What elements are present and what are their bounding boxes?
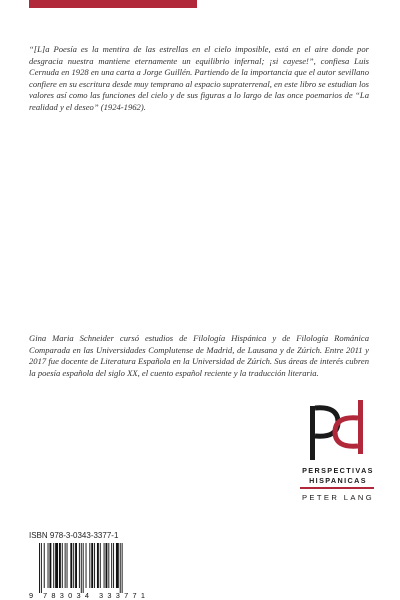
barcode-bar [108, 543, 109, 588]
barcode-bar [89, 543, 90, 588]
barcode-bar [111, 543, 112, 588]
barcode-bar [81, 543, 82, 593]
isbn-label: ISBN 978-3-0343-3377-1 [29, 531, 119, 540]
barcode-bar [55, 543, 58, 588]
barcode-first-digit: 9 [29, 591, 34, 599]
barcode-bar [104, 543, 105, 588]
barcode-bar [48, 543, 49, 588]
perspectivas-hispanicas-mark-icon [302, 400, 374, 460]
isbn-barcode [29, 543, 157, 599]
barcode-bar [53, 543, 54, 588]
logo-divider [300, 487, 374, 489]
barcode-bar [120, 543, 121, 593]
barcode-bar [67, 543, 68, 588]
barcode-bar [59, 543, 61, 588]
series-name-line1: PERSPECTIVAS [302, 466, 374, 475]
barcode-left-digits: 783034 [43, 591, 89, 599]
top-accent-bar [29, 0, 197, 8]
barcode-bar [122, 543, 123, 593]
barcode-bar [75, 543, 77, 588]
barcode-bar [65, 543, 66, 588]
publisher-name: PETER LANG [301, 493, 375, 502]
barcode-bar [41, 543, 42, 593]
series-logo [296, 400, 380, 512]
author-biography: Gina Maria Schneider cursó estudios de Filología Hispánica y de Filología Románica Comparada en las Universidades Complutense de Madrid, de Lausana y de Zúrich. Entre 2011 y 2017 fue docente de Literatura Española en la Universidad de Zúrich. Sus áreas de interés cubren la poesía española del siglo XX, el cuento español reciente y la traducción literaria. [29, 333, 369, 378]
barcode-bar [100, 543, 101, 588]
barcode-bar [62, 543, 63, 588]
barcode-bar [86, 543, 87, 588]
barcode-bar [79, 543, 80, 588]
barcode-bar [97, 543, 99, 588]
barcode-bar [44, 543, 45, 588]
barcode-right-digits: 333771 [99, 591, 145, 599]
barcode-bar [116, 543, 119, 588]
barcode-bar [39, 543, 40, 593]
barcode-bar [73, 543, 74, 588]
barcode-bar [70, 543, 72, 588]
series-name-line2: HISPANICAS [309, 476, 367, 485]
barcode-bar [91, 543, 93, 588]
back-cover-blurb: “[L]a Poesía es la mentira de las estrellas en el cielo imposible, está en el aire donde por desgracia nuestra mantiene eternamente un equilibrio infernal; ¡si cayese!”, confiesa Luis Cernuda en 1928 en una carta a Jorge Guillén. Partiendo de la importancia que el autor sevillano confiere en su escritura desde muy temprano al espacio supraterrenal, en este libro se estudian los valores así como las funciones del cielo y de sus figuras a lo largo de las once poemarios de “La realidad y el deseo” (1924-1962). [29, 44, 369, 112]
barcode-bar [113, 543, 114, 588]
barcode-bar [49, 543, 51, 588]
barcode-bar [83, 543, 84, 593]
barcode-bar [94, 543, 95, 588]
barcode-icon [29, 543, 157, 599]
barcode-bar [106, 543, 108, 588]
